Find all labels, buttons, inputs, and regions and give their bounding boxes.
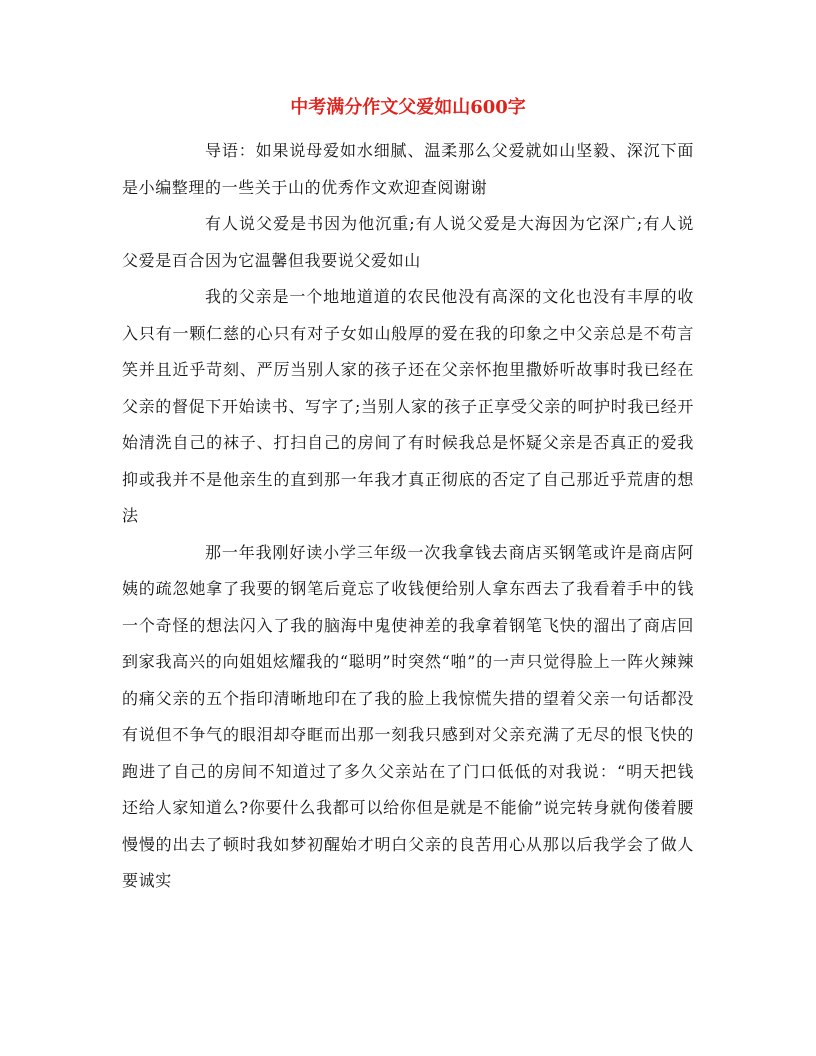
body-paragraph: 有人说父爱是书因为他沉重;有人说父爱是大海因为它深广;有人说父爱是百合因为它温馨但我要说父爱如山 [122, 214, 694, 270]
body-paragraph: 我的父亲是一个地地道道的农民他没有高深的文化也没有丰厚的收入只有一颗仁慈的心只有对子女如山般厚的爱在我的印象之中父亲总是不苟言笑并且近乎苛刻、严厉当别人家的孩子还在父亲怀抱里撒娇听故事时我已经在父亲的督促下开始读书、写字了;当别人家的孩子正享受父亲的呵护时我已经开始清洗自己的袜子、打扫自己的房间了有时候我总是怀疑父亲是否真正的爱我抑或我并不是他亲生的直到那一年我才真正彻底的否定了自己那近乎荒唐的想法 [122, 287, 694, 525]
body-paragraph: 那一年我刚好读小学三年级一次我拿钱去商店买钢笔或许是商店阿姨的疏忽她拿了我要的钢笔后竟忘了收钱便给别人拿东西去了我看着手中的钱一个奇怪的想法闪入了我的脑海中鬼使神差的我拿着钢笔飞快的溜出了商店回到家我高兴的向姐姐炫耀我的“聪明”时突然“啪”的一声只觉得脸上一阵火辣辣的痛父亲的五个指印清晰地印在了我的脸上我惊慌失措的望着父亲一句话都没有说但不争气的眼泪却夺眶而出那一刻我只感到对父亲充满了无尽的恨飞快的跑进了自己的房间不知道过了多久父亲站在了门口低低的对我说：“明天把钱还给人家知道么?你要什么我都可以给你但是就是不能偷”说完转身就佝偻着腰慢慢的出去了顿时我如梦初醒始才明白父亲的良苦用心从那以后我学会了做人要诚实 [122, 542, 694, 890]
document-title: 中考满分作文父爱如山600字 [290, 97, 526, 118]
intro-paragraph: 导语：如果说母爱如水细腻、温柔那么父爱就如山坚毅、深沉下面是小编整理的一些关于山的优秀作文欢迎查阅谢谢 [122, 141, 694, 197]
document-body [122, 133, 694, 900]
